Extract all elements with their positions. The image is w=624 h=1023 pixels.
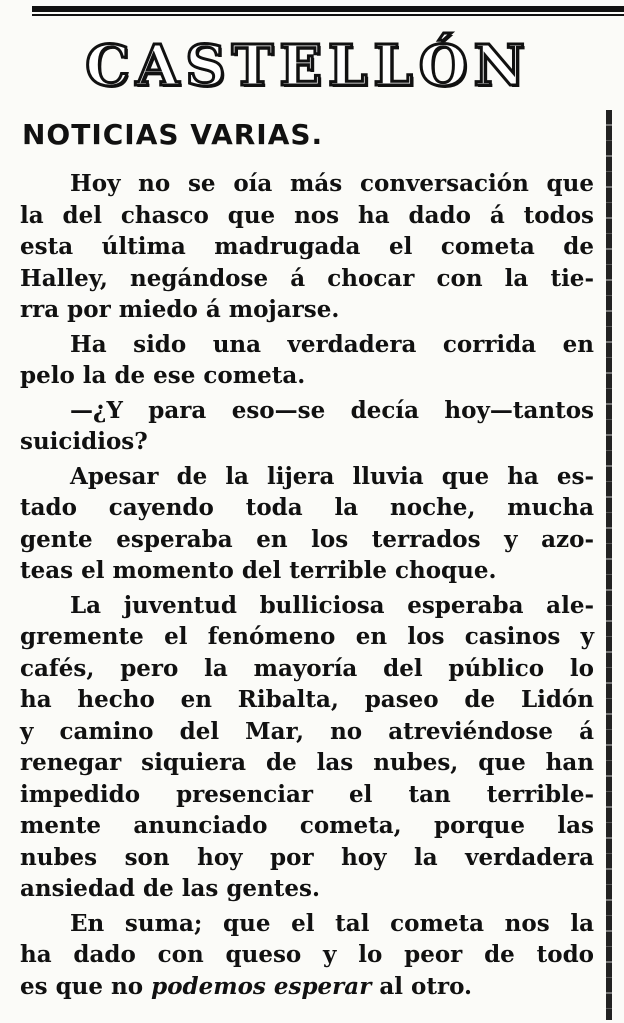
text-line: impedido presenciar el tan terrible- bbox=[20, 780, 594, 808]
text-line: y camino del Mar, no atreviéndose á bbox=[20, 717, 594, 745]
text-line: suicidios? bbox=[20, 428, 148, 455]
paragraph bbox=[20, 329, 594, 392]
text-line: cafés, pero la mayoría del público lo bbox=[20, 654, 594, 682]
text-fragment: al otro. bbox=[371, 972, 473, 1000]
paragraph bbox=[20, 395, 594, 458]
text-line: Ha sido una verdadera corrida en bbox=[70, 330, 594, 358]
text-line: En suma; que el tal cometa nos la bbox=[70, 909, 594, 937]
text-line: pelo la de ese cometa. bbox=[20, 362, 306, 389]
column-rule bbox=[606, 110, 612, 1020]
text-line: ha hecho en Ribalta, paseo de Lidón bbox=[20, 686, 594, 713]
text-line: gremente el fenómeno en los casinos y bbox=[20, 623, 594, 650]
text-line: nubes son hoy por hoy la verdadera bbox=[20, 843, 594, 871]
text-line: teas el momento del terrible choque. bbox=[20, 557, 497, 584]
masthead-title: CASTELLÓN bbox=[85, 33, 531, 99]
text-line: —¿Y para eso—se decía hoy—tantos bbox=[70, 396, 594, 424]
text-line: Hoy no se oía más conversación que bbox=[70, 170, 594, 197]
article-body bbox=[20, 168, 594, 1005]
italic-phrase: podemos esperar bbox=[151, 972, 372, 1000]
text-line: ha dado con queso y lo peor de todo bbox=[20, 941, 594, 968]
text-line: renegar siquiera de las nubes, que han bbox=[20, 749, 594, 776]
paragraph bbox=[20, 168, 594, 326]
text-line: la del chasco que nos ha dado á todos bbox=[20, 201, 594, 229]
text-line: tado cayendo toda la noche, mucha bbox=[20, 494, 594, 521]
text-line: ansiedad de las gentes. bbox=[20, 875, 320, 902]
paragraph bbox=[20, 908, 594, 1003]
text-line bbox=[12, 971, 594, 1003]
text-line: Halley, negándose á chocar con la tie- bbox=[20, 264, 594, 292]
text-line: mente anunciado cometa, porque las bbox=[20, 812, 594, 839]
text-line: gente esperaba en los terrados y azo- bbox=[20, 525, 594, 553]
paragraph bbox=[20, 461, 594, 587]
text-line: Apesar de la lijera lluvia que ha es- bbox=[70, 462, 594, 490]
top-rule-thin bbox=[32, 14, 624, 16]
text-line: rra por miedo á mojarse. bbox=[20, 296, 340, 323]
paragraph bbox=[20, 590, 594, 905]
text-fragment: es que no bbox=[20, 972, 152, 1000]
text-line: La juventud bulliciosa esperaba ale- bbox=[70, 591, 594, 619]
text-line: esta última madrugada el cometa de bbox=[20, 233, 594, 260]
top-rule bbox=[32, 6, 624, 12]
section-heading: NOTICIAS VARIAS. bbox=[22, 118, 324, 151]
